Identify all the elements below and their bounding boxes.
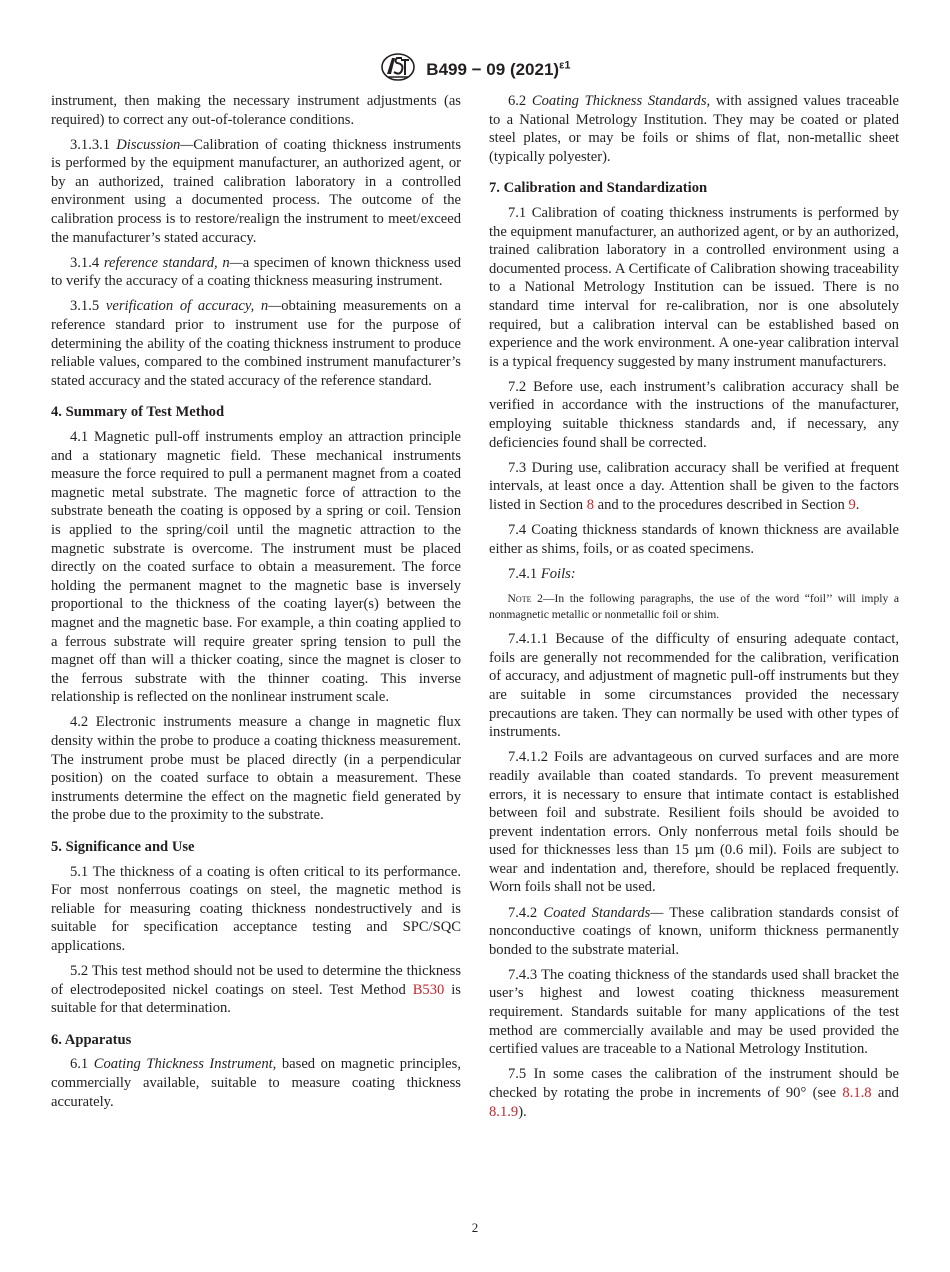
paragraph-4-2: 4.2 Electronic instruments measure a change in magnetic flux density within the probe to produce a coating thickness measurement. The instrument probe must be placed directly (in a perpendicular position) on the coated surface to obtain a measurement. These instruments determine the effect on the magnetic field generated by the probe due to the proximity to the substrate. (51, 714, 461, 824)
paragraph-7-4-1: 7.4.1 Foils: (507, 565, 576, 582)
section-heading-7: 7. Calibration and Standardization (489, 180, 708, 197)
link-section-9[interactable]: 9 (848, 496, 856, 513)
link-section-8[interactable]: 8 (586, 496, 594, 513)
paragraph-7-4-2: 7.4.2 Coated Standards— These calibration standards consist of nonconductive coatings of known, uniform thickness permanently bonded to the substrate material. (489, 904, 899, 958)
paragraph-6-1: 6.1 Coating Thickness Instrument, based on magnetic principles, commercially available, suitable to measure coating thickness accurately. (51, 1056, 461, 1110)
section-heading-5: 5. Significance and Use (51, 838, 195, 855)
left-column (51, 92, 461, 1118)
note-2: Note 2—In the following paragraphs, the use of the word “foil’’ will imply a nonmagnetic metallic or nonmetallic foil or shim. (489, 592, 899, 621)
link-8-1-9[interactable]: 8.1.9 (489, 1103, 519, 1120)
link-8-1-8[interactable]: 8.1.8 (842, 1084, 872, 1101)
paragraph-7-4-1-2: 7.4.1.2 Foils are advantageous on curved surfaces and are more readily available than coated standards. To prevent measurement errors, it is necessary to ensure that intimate contact is established between foil and substrate. Resilient foils should be avoided to prevent indentation errors. Only nonferrous metal foils should be used for thicknesses less than 15 µm (0.6 mil). Foils are subject to wear and indentation and, therefore, should be replaced frequently. Worn foils shall not be used. (489, 749, 899, 896)
paragraph-cont: instrument, then making the necessary instrument adjustments (as required) to correct any out-of-tolerance conditions. (51, 93, 461, 128)
paragraph-6-2: 6.2 Coating Thickness Standards, with assigned values traceable to a National Metrology Institution. They may be coated or plated steel plates, or may be foils or shims of flat, non-metallic sheet (typically polyester). (489, 93, 900, 165)
page-header (0, 52, 950, 87)
paragraph-3-1-5: 3.1.5 verification of accuracy, n—obtaining measurements on a reference standard prior to instrument use for the purpose of determining the ability of the coating thickness instrument to produce reliable values, compared to the combined instrument manufacturer’s stated accuracy and the stated accuracy of the reference standard. (51, 298, 462, 389)
paragraph-7-4-1-1: 7.4.1.1 Because of the difficulty of ensuring adequate contact, foils are generally not recommended for the calibration, verification of accuracy, and adjustment of magnetic pull-off instruments but they are suitable in some circumstances provided the necessary precautions are taken. They can normally be used with other types of instruments. (489, 631, 899, 741)
section-heading-4: 4. Summary of Test Method (51, 404, 225, 421)
paragraph-7-3: 7.3 During use, calibration accuracy shall be verified at frequent intervals, at least once a day. Attention shall be given to the factors listed in Section 8 and to the procedures described in Section 9. (489, 459, 899, 513)
astm-logo-icon (380, 52, 416, 87)
paragraph-7-5: 7.5 In some cases the calibration of the instrument should be checked by rotating the probe in increments of 90° (see 8.1.8 and 8.1.9). (489, 1066, 899, 1120)
paragraph-7-2: 7.2 Before use, each instrument’s calibration accuracy shall be verified in accordance with the instructions of the manufacturer, employing suitable thickness standards and, if necessary, any deficiencies found shall be corrected. (489, 378, 899, 451)
section-heading-6: 6. Apparatus (51, 1031, 132, 1048)
paragraph-5-2: 5.2 This test method should not be used to determine the thickness of electrodeposited nickel coatings on steel. Test Method B530 is suitable for that determination. (51, 963, 461, 1017)
paragraph-5-1: 5.1 The thickness of a coating is often critical to its performance. For most nonferrous coatings on steel, the magnetic method is reliable for measuring coating thickness nondestructively and is suitable for specification acceptance testing and SPC/SQC applications. (51, 863, 461, 954)
paragraph-3-1-4: 3.1.4 reference standard, n—a specimen of known thickness used to verify the accuracy of a coating thickness measuring instrument. (51, 254, 461, 290)
paragraph-7-1: 7.1 Calibration of coating thickness instruments is performed by the equipment manufacturer, an authorized agent, or by an authorized, trained calibration laboratory in a controlled environment using a documented process. A Certificate of Calibration showing traceability to a National Metrology Institution can be issued. There is no standard time interval for re-calibration, nor is one absolutely required, but a calibration interval can be established based on experience and the work environment. A one-year calibration interval is a typical frequency suggested by many instrument manufacturers. (489, 204, 899, 370)
page-number: 2 (471, 1220, 479, 1235)
paragraph-7-4-3: 7.4.3 The coating thickness of the standards used shall bracket the user’s highest and lowest coating thickness measurement requirement. Standards suitable for many applications of the test method are commercially available and may be used provided the certified values are traceable to a National Metrology Institution. (489, 966, 899, 1058)
standard-designation: B499 − 09 $(2021)^{\varepsilon 1}$ (426, 59, 571, 79)
paragraph-4-1: 4.1 Magnetic pull-off instruments employ an attraction principle and a stationary magnetic field. These mechanical instruments measure the force required to pull a permanent magnet from a coated magnetic metal substrate. The magnetic force of attraction to the substrate beneath the coating is opposed by a spring or coil. Tension is applied to the spring/coil until the magnetic attraction to the magnetic substrate is overcome. The instrument must be placed directly on the coated surface to obtain a measurement. The force holding the permanent magnet to the magnetic base is inversely proportional to the thickness of the coating layer(s) between the magnet and the magnetic base. For example, a thin coating applied to a ferrous substrate will require greater spring tension to pull the magnet off than will a thicker coating, since the magnet is closer to the ferrous substrate with the thinner coating. This inverse relationship is reflected on the nonlinear instrument scale. (51, 429, 461, 706)
link-b530[interactable]: B530 (412, 981, 445, 998)
right-column (489, 92, 899, 1128)
paragraph-3-1-3-1: 3.1.3.1 Discussion—Calibration of coating thickness instruments is performed by the equipment manufacturer, an authorized agent, or by an authorized, trained calibration laboratory in a controlled environment using a documented process. The outcome of the calibration process is to restore/realign the instrument to meet/exceed the manufacturer’s stated accuracy. (51, 136, 461, 246)
paragraph-7-4: 7.4 Coating thickness standards of known thickness are available either as shims, foils, or as coated specimens. (489, 521, 899, 557)
